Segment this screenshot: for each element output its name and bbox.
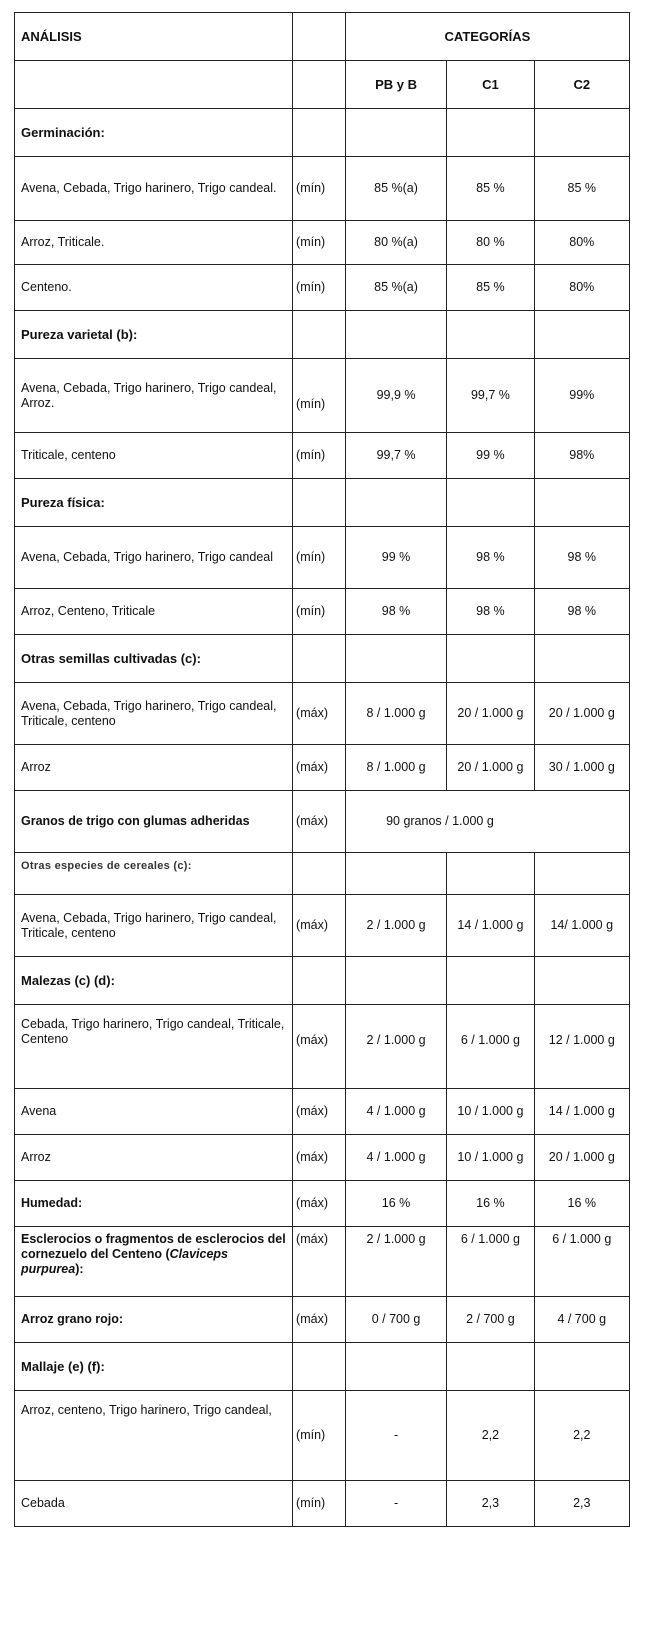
row-unit: (mín) bbox=[293, 527, 346, 589]
row-label: Arroz bbox=[15, 745, 293, 791]
value-pb: 8 / 1.000 g bbox=[345, 745, 446, 791]
value-c2: 14 / 1.000 g bbox=[534, 1089, 629, 1135]
row-label: Avena, Cebada, Trigo harinero, Trigo candeal. bbox=[15, 157, 293, 221]
table-row bbox=[15, 589, 630, 635]
value-pb: 8 / 1.000 g bbox=[345, 683, 446, 745]
row-label: Avena, Cebada, Trigo harinero, Trigo candeal bbox=[15, 527, 293, 589]
value-pb: 2 / 1.000 g bbox=[345, 1005, 446, 1089]
row-unit: (máx) bbox=[293, 791, 346, 853]
value-pb: 85 %(a) bbox=[345, 157, 446, 221]
value-c1: 2 / 700 g bbox=[447, 1297, 534, 1343]
value-c1: 10 / 1.000 g bbox=[447, 1089, 534, 1135]
col-c2-header: C2 bbox=[534, 61, 629, 109]
value-c1: 99 % bbox=[447, 433, 534, 479]
row-label: Avena, Cebada, Trigo harinero, Trigo candeal, Triticale, centeno bbox=[15, 895, 293, 957]
table-row bbox=[15, 1181, 630, 1227]
table-row bbox=[15, 221, 630, 265]
value-pb: 4 / 1.000 g bbox=[345, 1089, 446, 1135]
value-pb: 98 % bbox=[345, 589, 446, 635]
section-row bbox=[15, 957, 630, 1005]
row-unit: (mín) bbox=[293, 157, 346, 221]
table-row bbox=[15, 895, 630, 957]
value-pb: - bbox=[345, 1391, 446, 1481]
col-c1-header: C1 bbox=[447, 61, 534, 109]
value-c1: 80 % bbox=[447, 221, 534, 265]
table-row bbox=[15, 359, 630, 433]
table-row bbox=[15, 791, 630, 853]
section-row bbox=[15, 479, 630, 527]
table-row bbox=[15, 1481, 630, 1527]
table-row bbox=[15, 683, 630, 745]
value-c1: 98 % bbox=[447, 589, 534, 635]
value-c1: 2,3 bbox=[447, 1481, 534, 1527]
row-unit: (mín) bbox=[293, 433, 346, 479]
value-c2: 2,3 bbox=[534, 1481, 629, 1527]
value-c2: 80% bbox=[534, 221, 629, 265]
value-pb: 85 %(a) bbox=[345, 265, 446, 311]
row-label: Centeno. bbox=[15, 265, 293, 311]
row-label: Arroz, Centeno, Triticale bbox=[15, 589, 293, 635]
table-row bbox=[15, 745, 630, 791]
section-row bbox=[15, 311, 630, 359]
table-row bbox=[15, 527, 630, 589]
row-unit: (máx) bbox=[293, 1005, 346, 1089]
value-c2: 98% bbox=[534, 433, 629, 479]
section-row bbox=[15, 853, 630, 895]
row-label: Arroz, Triticale. bbox=[15, 221, 293, 265]
species-name: Claviceps purpurea bbox=[21, 1247, 229, 1276]
value-pb: 99,7 % bbox=[345, 433, 446, 479]
glumas-value: 90 granos / 1.000 g bbox=[345, 791, 534, 853]
table-row bbox=[15, 1297, 630, 1343]
seed-standards-sheet bbox=[14, 12, 638, 1527]
esclerocios-label: Esclerocios o fragmentos de esclerocios del cornezuelo del Centeno (Claviceps purpurea): bbox=[15, 1227, 293, 1297]
row-label: Arroz grano rojo: bbox=[15, 1297, 293, 1343]
value-c2: 80% bbox=[534, 265, 629, 311]
value-c1: 6 / 1.000 g bbox=[447, 1227, 534, 1297]
value-c1: 99,7 % bbox=[447, 359, 534, 433]
row-label: Arroz, centeno, Trigo harinero, Trigo candeal, bbox=[15, 1391, 293, 1481]
section-label: Pureza varietal (b): bbox=[15, 311, 293, 359]
row-label: Humedad: bbox=[15, 1181, 293, 1227]
row-unit: (máx) bbox=[293, 745, 346, 791]
section-label: Malezas (c) (d): bbox=[15, 957, 293, 1005]
value-c1: 16 % bbox=[447, 1181, 534, 1227]
value-pb: 80 %(a) bbox=[345, 221, 446, 265]
value-c1: 20 / 1.000 g bbox=[447, 745, 534, 791]
value-c1: 6 / 1.000 g bbox=[447, 1005, 534, 1089]
value-c2: 6 / 1.000 g bbox=[534, 1227, 629, 1297]
value-c2: 12 / 1.000 g bbox=[534, 1005, 629, 1089]
section-label: Pureza física: bbox=[15, 479, 293, 527]
row-unit: (máx) bbox=[293, 683, 346, 745]
table-row bbox=[15, 157, 630, 221]
value-pb: 2 / 1.000 g bbox=[345, 1227, 446, 1297]
table-row bbox=[15, 433, 630, 479]
section-label: Germinación: bbox=[15, 109, 293, 157]
value-c2: 4 / 700 g bbox=[534, 1297, 629, 1343]
value-pb: 0 / 700 g bbox=[345, 1297, 446, 1343]
value-pb: 2 / 1.000 g bbox=[345, 895, 446, 957]
value-c2: 98 % bbox=[534, 589, 629, 635]
row-label: Granos de trigo con glumas adheridas bbox=[15, 791, 293, 853]
row-unit: (mín) bbox=[293, 221, 346, 265]
row-label: Avena, Cebada, Trigo harinero, Trigo candeal, Arroz. bbox=[15, 359, 293, 433]
value-c2: 98 % bbox=[534, 527, 629, 589]
section-row bbox=[15, 635, 630, 683]
analisis-header: ANÁLISIS bbox=[15, 13, 293, 61]
seed-analysis-table bbox=[14, 12, 630, 1527]
row-unit: (máx) bbox=[293, 1135, 346, 1181]
value-pb: 99 % bbox=[345, 527, 446, 589]
row-unit: (mín) bbox=[296, 397, 326, 411]
row-label: Avena, Cebada, Trigo harinero, Trigo candeal, Triticale, centeno bbox=[15, 683, 293, 745]
section-label: Mallaje (e) (f): bbox=[15, 1343, 293, 1391]
row-unit: (mín) bbox=[293, 589, 346, 635]
categorias-header: CATEGORÍAS bbox=[345, 13, 629, 61]
unit-header-blank bbox=[293, 13, 346, 61]
value-c1: 85 % bbox=[447, 265, 534, 311]
value-pb: 16 % bbox=[345, 1181, 446, 1227]
value-c2: 16 % bbox=[534, 1181, 629, 1227]
value-c2: 2,2 bbox=[534, 1391, 629, 1481]
table-row bbox=[15, 1089, 630, 1135]
row-label: Arroz bbox=[15, 1135, 293, 1181]
blank-cell bbox=[15, 61, 293, 109]
table-row bbox=[15, 1135, 630, 1181]
value-c1: 98 % bbox=[447, 527, 534, 589]
row-label: Avena bbox=[15, 1089, 293, 1135]
value-c2: 99% bbox=[534, 359, 629, 433]
row-unit: (máx) bbox=[293, 1297, 346, 1343]
row-unit: (mín) bbox=[293, 265, 346, 311]
value-c2: 85 % bbox=[534, 157, 629, 221]
row-unit: (máx) bbox=[293, 895, 346, 957]
row-unit: (máx) bbox=[293, 1227, 346, 1297]
row-label: Cebada, Trigo harinero, Trigo candeal, Triticale, Centeno bbox=[15, 1005, 293, 1089]
value-c1: 10 / 1.000 g bbox=[447, 1135, 534, 1181]
row-unit: (máx) bbox=[293, 1181, 346, 1227]
value-pb: 99,9 % bbox=[345, 359, 446, 433]
value-c1: 20 / 1.000 g bbox=[447, 683, 534, 745]
section-label: Otras especies de cereales (c): bbox=[21, 860, 192, 872]
column-header-row bbox=[15, 61, 630, 109]
section-label: Otras semillas cultivadas (c): bbox=[15, 635, 293, 683]
row-unit: (mín) bbox=[293, 1391, 346, 1481]
row-label: Triticale, centeno bbox=[15, 433, 293, 479]
value-c2: 20 / 1.000 g bbox=[534, 1135, 629, 1181]
blank-cell bbox=[293, 61, 346, 109]
section-row bbox=[15, 109, 630, 157]
row-label: Cebada bbox=[15, 1481, 293, 1527]
value-c2: 30 / 1.000 g bbox=[534, 745, 629, 791]
row-unit: (mín) bbox=[293, 1481, 346, 1527]
value-c2: 14/ 1.000 g bbox=[534, 895, 629, 957]
col-pb-header: PB y B bbox=[345, 61, 446, 109]
value-c2: 20 / 1.000 g bbox=[534, 683, 629, 745]
table-row bbox=[15, 1391, 630, 1481]
value-pb: 4 / 1.000 g bbox=[345, 1135, 446, 1181]
table-row bbox=[15, 265, 630, 311]
section-row bbox=[15, 1343, 630, 1391]
header-row bbox=[15, 13, 630, 61]
row-unit: (máx) bbox=[293, 1089, 346, 1135]
value-c1: 85 % bbox=[447, 157, 534, 221]
table-row bbox=[15, 1227, 630, 1297]
value-c1: 2,2 bbox=[447, 1391, 534, 1481]
table-row bbox=[15, 1005, 630, 1089]
value-pb: - bbox=[345, 1481, 446, 1527]
value-c1: 14 / 1.000 g bbox=[447, 895, 534, 957]
